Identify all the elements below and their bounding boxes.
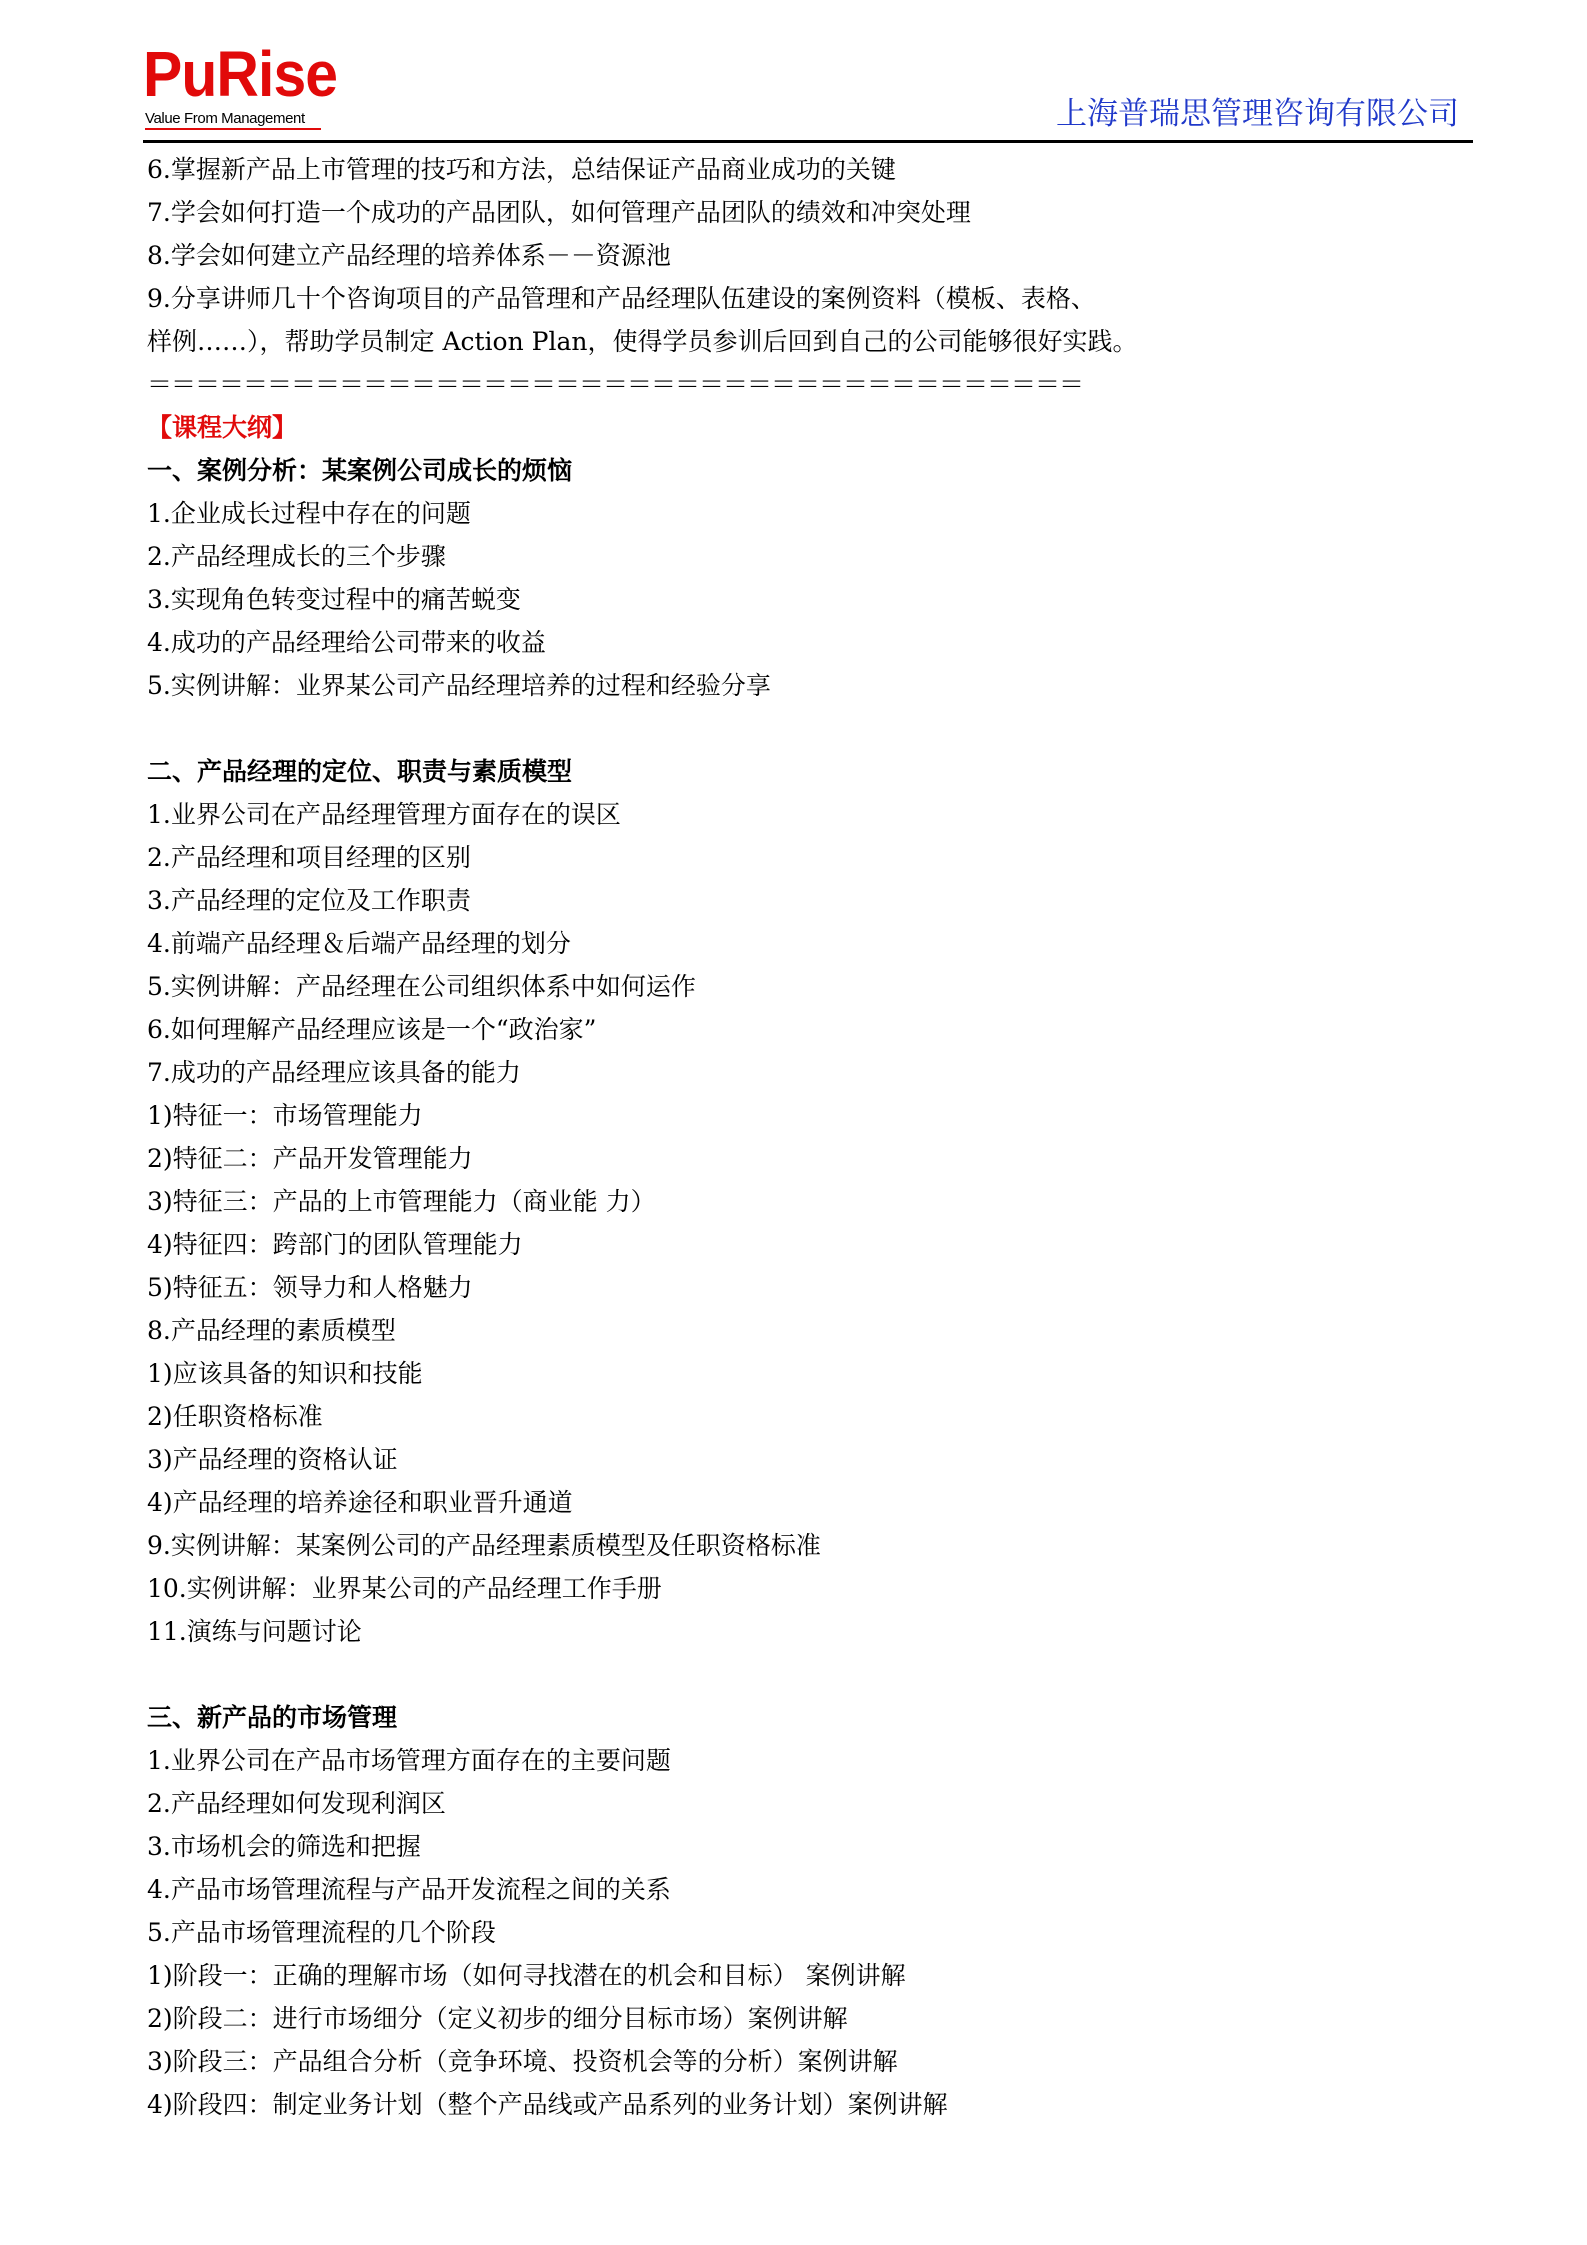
intro-list: [147, 148, 1467, 363]
outline-label: 【课程大纲】: [147, 413, 298, 442]
list-item: 1)阶段一：正确的理解市场（如何寻找潜在的机会和目标） 案例讲解: [147, 1961, 906, 1990]
logo-tagline: Value From Management: [145, 110, 305, 127]
intro-item: 8.学会如何建立产品经理的培养体系－－资源池: [147, 241, 671, 270]
intro-item: 样例……），帮助学员制定 Action Plan，使得学员参训后回到自己的公司能够很好实践。: [147, 327, 1138, 356]
list-item: 1.业界公司在产品经理管理方面存在的误区: [147, 800, 621, 829]
list-item: 3.市场机会的筛选和把握: [147, 1832, 421, 1861]
list-item: 4.成功的产品经理给公司带来的收益: [147, 628, 546, 657]
list-item: 5.实例讲解：业界某公司产品经理培养的过程和经验分享: [147, 671, 771, 700]
list-item: 6.如何理解产品经理应该是一个“政治家”: [147, 1015, 597, 1044]
document-body: [147, 148, 1467, 2126]
section-2: [147, 750, 1467, 1653]
list-item: 10.实例讲解：业界某公司的产品经理工作手册: [147, 1574, 662, 1603]
logo-underline: [145, 128, 321, 130]
list-item: 2)特征二：产品开发管理能力: [147, 1144, 473, 1173]
blank-line: [147, 707, 1467, 750]
separator-line: ＝＝＝＝＝＝＝＝＝＝＝＝＝＝＝＝＝＝＝＝＝＝＝＝＝＝＝＝＝＝＝＝＝＝＝＝＝＝＝: [147, 370, 1084, 399]
list-item: 1.企业成长过程中存在的问题: [147, 499, 471, 528]
section-title: 三、新产品的市场管理: [147, 1703, 398, 1732]
section-title: 二、产品经理的定位、职责与素质模型: [147, 757, 573, 786]
section-title: 一、案例分析：某案例公司成长的烦恼: [147, 456, 573, 485]
list-item: 1)应该具备的知识和技能: [147, 1359, 423, 1388]
list-item: 3.实现角色转变过程中的痛苦蜕变: [147, 585, 521, 614]
logo-wordmark: PuRise: [143, 38, 338, 110]
list-item: 8.产品经理的素质模型: [147, 1316, 396, 1345]
list-item: 2)阶段二：进行市场细分（定义初步的细分目标市场）案例讲解: [147, 2004, 848, 2033]
list-item: 2.产品经理和项目经理的区别: [147, 843, 471, 872]
company-name: 上海普瑞思管理咨询有限公司: [1056, 96, 1459, 132]
intro-item: 9.分享讲师几十个咨询项目的产品管理和产品经理队伍建设的案例资料（模板、表格、: [147, 284, 1096, 313]
list-item: 11.演练与问题讨论: [147, 1617, 362, 1646]
intro-item: 7.学会如何打造一个成功的产品团队，如何管理产品团队的绩效和冲突处理: [147, 198, 971, 227]
list-item: 3.产品经理的定位及工作职责: [147, 886, 471, 915]
list-item: 2.产品经理成长的三个步骤: [147, 542, 446, 571]
list-item: 5)特征五：领导力和人格魅力: [147, 1273, 473, 1302]
list-item: 7.成功的产品经理应该具备的能力: [147, 1058, 521, 1087]
list-item: 9.实例讲解：某案例公司的产品经理素质模型及任职资格标准: [147, 1531, 821, 1560]
list-item: 2.产品经理如何发现利润区: [147, 1789, 446, 1818]
list-item: 4.产品市场管理流程与产品开发流程之间的关系: [147, 1875, 671, 1904]
list-item: 4)阶段四：制定业务计划（整个产品线或产品系列的业务计划）案例讲解: [147, 2090, 948, 2119]
list-item: 1.业界公司在产品市场管理方面存在的主要问题: [147, 1746, 671, 1775]
list-item: 3)阶段三：产品组合分析（竞争环境、投资机会等的分析）案例讲解: [147, 2047, 898, 2076]
list-item: 2)任职资格标准: [147, 1402, 323, 1431]
header-divider: [143, 140, 1473, 143]
section-1: [147, 449, 1467, 707]
list-item: 1)特征一：市场管理能力: [147, 1101, 423, 1130]
section-3: [147, 1696, 1467, 2126]
list-item: 5.实例讲解：产品经理在公司组织体系中如何运作: [147, 972, 696, 1001]
list-item: 3)特征三：产品的上市管理能力（商业能 力）: [147, 1187, 656, 1216]
list-item: 3)产品经理的资格认证: [147, 1445, 398, 1474]
blank-line: [147, 1653, 1467, 1696]
list-item: 5.产品市场管理流程的几个阶段: [147, 1918, 496, 1947]
list-item: 4)特征四：跨部门的团队管理能力: [147, 1230, 523, 1259]
purise-logo: [143, 38, 338, 130]
list-item: 4.前端产品经理＆后端产品经理的划分: [147, 929, 571, 958]
list-item: 4)产品经理的培养途径和职业晋升通道: [147, 1488, 573, 1517]
intro-item: 6.掌握新产品上市管理的技巧和方法，总结保证产品商业成功的关键: [147, 155, 896, 184]
